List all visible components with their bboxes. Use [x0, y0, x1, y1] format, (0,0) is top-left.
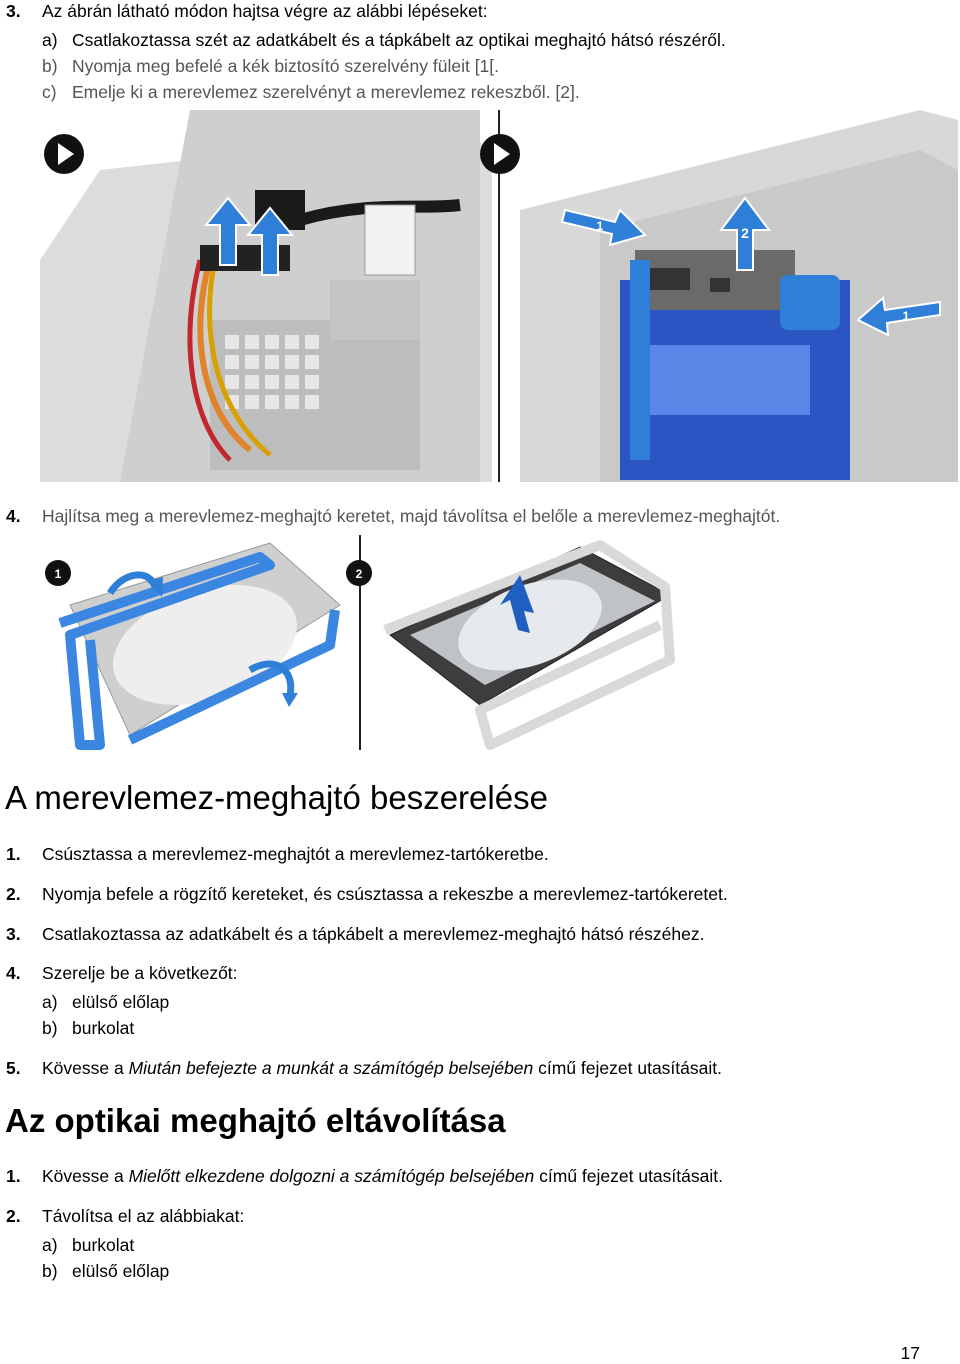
page-number: 17: [900, 1343, 920, 1363]
sub-label: a): [42, 992, 58, 1012]
sub-text: burkolat: [72, 1018, 135, 1038]
right-panel-illustration: [480, 110, 958, 482]
step-text: Szerelje be a következőt:: [42, 963, 238, 983]
section-title-install: A merevlemez-meghajtó beszerelése: [5, 779, 548, 816]
sub-text: Emelje ki a merevlemez szerelvényt a merevlemez rekeszből. [2].: [72, 82, 580, 102]
svg-text:1: 1: [54, 567, 62, 581]
step-number: 4.: [6, 506, 21, 526]
sub-text: Nyomja meg befelé a kék biztosító szerelvény füleit [1[.: [72, 56, 500, 76]
sub-step: [42, 991, 169, 1013]
sub-label: b): [42, 56, 58, 76]
arrow-right-label: 1: [902, 309, 910, 323]
chapter-reference: Mielőtt elkezdene dolgozni a számítógép belsejében: [128, 1166, 535, 1186]
sub-text: elülső előlap: [72, 992, 170, 1012]
arrow-up-label: 2: [741, 225, 749, 241]
step-text: Hajlítsa meg a merevlemez-meghajtó keretet, majd távolítsa el belőle a merevlemez-meghajtót.: [42, 506, 781, 526]
step-text: Kövesse a Miután befejezte a munkát a számítógép belsejében című fejezet utasításait.: [42, 1058, 722, 1078]
step-number: 4.: [6, 963, 21, 983]
step-number: 3.: [6, 924, 21, 944]
sub-label: b): [42, 1261, 58, 1281]
sub-step: [42, 55, 499, 77]
step-text: Távolítsa el az alábbiakat:: [42, 1206, 245, 1226]
step-text: Csatlakoztassa az adatkábelt és a tápkábelt a merevlemez-meghajtó hátsó részéhez.: [42, 924, 705, 944]
step-number: 1.: [6, 1166, 21, 1186]
sub-label: c): [42, 82, 57, 102]
step-number: 3.: [6, 1, 21, 21]
arrow-left-label: 1: [596, 219, 604, 233]
left-panel-illustration: [40, 110, 492, 482]
drive-removal-illustration: [346, 545, 670, 745]
step-text: Az ábrán látható módon hajtsa végre az alábbi lépéseket:: [42, 1, 488, 21]
caddy-flex-illustration: [45, 543, 340, 745]
step-text: Csúsztassa a merevlemez-meghajtót a merevlemez-tartókeretbe.: [42, 844, 549, 864]
svg-text:2: 2: [355, 567, 363, 581]
sub-label: a): [42, 30, 58, 50]
step-text: Kövesse a Mielőtt elkezdene dolgozni a számítógép belsejében című fejezet utasításait.: [42, 1166, 723, 1186]
sub-step: [42, 1017, 134, 1039]
sub-step: [42, 29, 726, 51]
step-number: 2.: [6, 1206, 21, 1226]
step-number: 2.: [6, 884, 21, 904]
step-number: 5.: [6, 1058, 21, 1078]
sub-step: [42, 1234, 134, 1256]
sub-step: [42, 1260, 169, 1282]
step-badge-2: [346, 560, 372, 586]
sub-label: a): [42, 1235, 58, 1255]
chapter-reference: Miután befejezte a munkát a számítógép belsejében: [128, 1058, 534, 1078]
sub-text: burkolat: [72, 1235, 135, 1255]
sub-step: [42, 81, 580, 103]
step-number: 1.: [6, 844, 21, 864]
sub-text: Csatlakoztassa szét az adatkábelt és a tápkábelt az optikai meghajtó hátsó részéről.: [72, 30, 726, 50]
chassis-illustration: [40, 110, 958, 482]
step-text: Nyomja befele a rögzítő kereteket, és csúsztassa a rekeszbe a merevlemez-tartókeretet.: [42, 884, 728, 904]
section-title-optical: Az optikai meghajtó eltávolítása: [5, 1102, 506, 1139]
sub-text: elülső előlap: [72, 1261, 170, 1281]
step-badge-1: [45, 560, 71, 586]
caddy-illustration: [40, 535, 680, 753]
sub-label: b): [42, 1018, 58, 1038]
